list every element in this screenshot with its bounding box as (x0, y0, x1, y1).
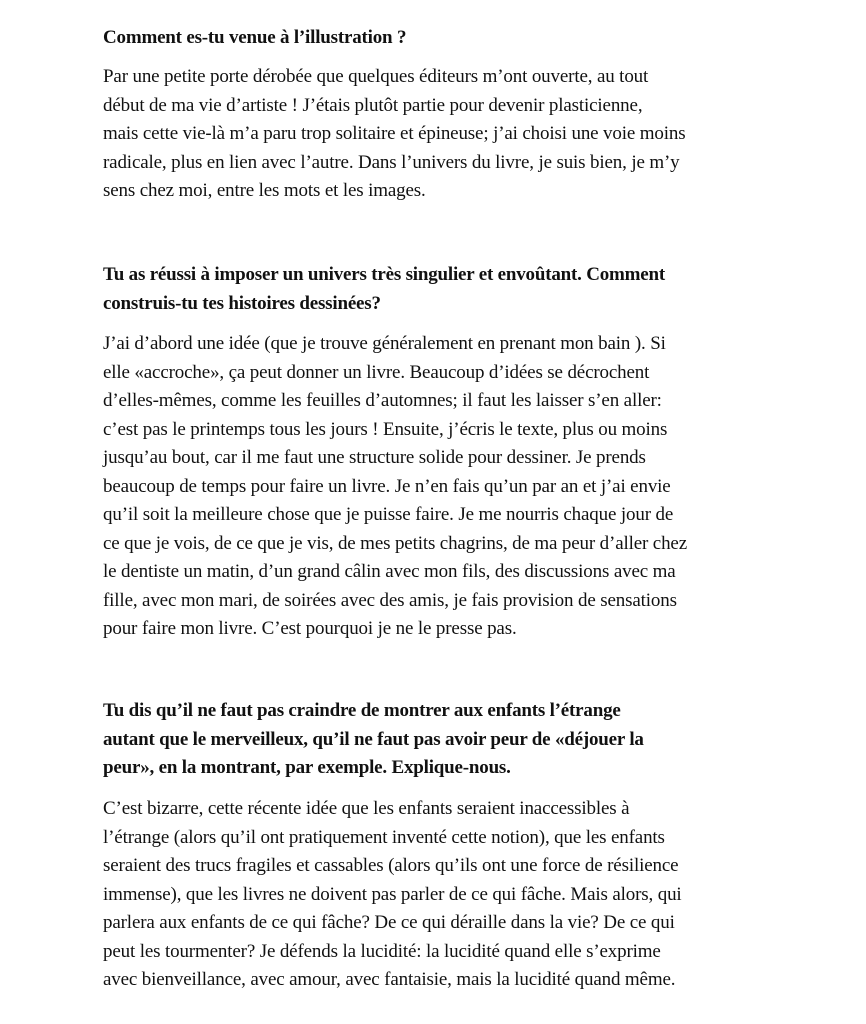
answer-line: sens chez moi, entre les mots et les images. (103, 180, 426, 201)
answer-line: début de ma vie d’artiste ! J’étais plutôt partie pour devenir plasticienne, (103, 94, 643, 116)
answer-line: radicale, plus en lien avec l’autre. Dans l’univers du livre, je suis bien, je m’y (103, 151, 680, 173)
answer-line: d’elles-mêmes, comme les feuilles d’automnes; il faut les laisser s’en aller: (103, 390, 662, 411)
question-line: construis-tu tes histoires dessinées? (103, 292, 381, 314)
answer-line: peut les tourmenter? Je défends la lucidité: la lucidité quand elle s’exprime (103, 940, 661, 962)
answer-line: fille, avec mon mari, de soirées avec des amis, je fais provision de sensations (103, 589, 677, 611)
answer-line: parlera aux enfants de ce qui fâche? De ce qui déraille dans la vie? De ce qui (103, 912, 675, 933)
question-line: autant que le merveilleux, qu’il ne faut pas avoir peur de «déjouer la (103, 728, 644, 750)
answer-line: elle «accroche», ça peut donner un livre. Beaucoup d’idées se décrochent (103, 361, 650, 383)
answer-line: C’est bizarre, cette récente idée que les enfants seraient inaccessibles à (103, 798, 630, 819)
question-line: peur», en la montrant, par exemple. Explique-nous. (103, 757, 511, 778)
answer-line: pour faire mon livre. C’est pourquoi je ne le presse pas. (103, 618, 517, 639)
answer-line: J’ai d’abord une idée (que je trouve généralement en prenant mon bain ). Si (103, 333, 666, 354)
answer-paragraph (103, 63, 685, 206)
answer-line: immense), que les livres ne doivent pas parler de ce qui fâche. Mais alors, qui (103, 883, 682, 905)
answer-line: ce que je vois, de ce que je vis, de mes petits chagrins, de ma peur d’aller chez (103, 532, 688, 554)
question-heading (103, 697, 644, 783)
answer-line: l’étrange (alors qu’il ont pratiquement inventé cette notion), que les enfants (103, 826, 665, 848)
answer-line: qu’il soit la meilleure chose que je puisse faire. Je me nourris chaque jour de (103, 504, 674, 525)
answer-paragraph (103, 795, 682, 995)
answer-line: le dentiste un matin, d’un grand câlin avec mon fils, des discussions avec ma (103, 561, 676, 582)
answer-line: beaucoup de temps pour faire un livre. Je n’en fais qu’un par an et j’ai envie (103, 475, 671, 497)
question-line: Tu as réussi à imposer un univers très singulier et envoûtant. Comment (103, 264, 666, 285)
question-heading (103, 24, 406, 53)
answer-line: avec bienveillance, avec amour, avec fantaisie, mais la lucidité quand même. (103, 969, 676, 990)
answer-line: mais cette vie-là m’a paru trop solitaire et épineuse; j’ai choisi une voie moins (103, 123, 686, 144)
answer-line: Par une petite porte dérobée que quelques éditeurs m’ont ouverte, au tout (103, 66, 649, 87)
answer-line: c’est pas le printemps tous les jours ! Ensuite, j’écris le texte, plus ou moins (103, 418, 668, 440)
question-line: Comment es-tu venue à l’illustration ? (103, 27, 407, 48)
answer-line: jusqu’au bout, car il me faut une structure solide pour dessiner. Je prends (103, 447, 646, 468)
answer-paragraph (103, 330, 687, 644)
question-line: Tu dis qu’il ne faut pas craindre de montrer aux enfants l’étrange (103, 700, 621, 721)
question-heading (103, 261, 665, 318)
answer-line: seraient des trucs fragiles et cassables (alors qu’ils ont une force de résilience (103, 855, 679, 876)
